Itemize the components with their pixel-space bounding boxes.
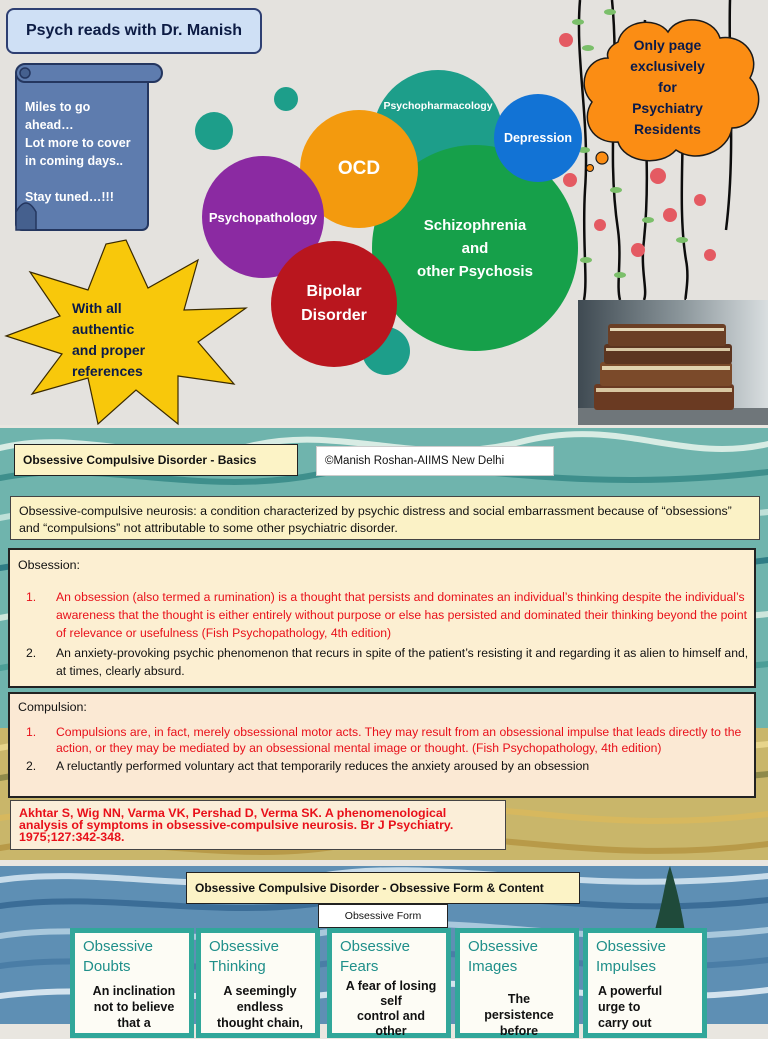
card-desc-line: not to believe [93,1000,175,1014]
scroll-line: Lot more to cover [25,136,131,150]
section-heading [186,872,580,904]
card-title-line: Fears [340,958,379,975]
page-title: Psych reads with Dr. Manish [6,8,262,54]
bubble-schizophrenia-line: other Psychosis [417,262,533,280]
list-text: An obsession (also termed a rumination) is a thought that persists and dominates an individual’s thinking despite the individual’s awareness that the thought is either entirely without purpose or else has persisted and dominated their thinking beyond the point of relevance or usefulness (Fish Psychopathology, 4th edition) [56,590,748,640]
card-desc-line: that a [117,1016,151,1030]
card-desc-line: before [499,1024,539,1038]
card-desc-line: An inclination [92,984,176,998]
bubble-schizophrenia-line: and [461,239,489,257]
list-text: A reluctantly performed voluntary act that temporarily reduces the anxiety aroused by an obsession [56,759,590,773]
obsession-box [8,548,756,688]
scroll-message [25,98,155,206]
card-title-line: Obsessive [209,938,280,955]
section-heading-text: Obsessive Compulsive Disorder - Basics [23,453,257,467]
card-description [598,983,708,1031]
bubble-bipolar [271,241,397,367]
card-desc-line: endless [236,1000,284,1014]
decorative-dot [274,87,298,111]
cloud-line: exclusively [630,58,705,74]
card-title-line: Doubts [83,958,131,975]
scroll-line: Stay tuned…!!! [25,190,114,204]
obsessive-form-label: Obsessive Form [318,904,448,928]
cloud-message [600,35,735,140]
obsession-label: Obsession: [18,558,80,572]
list-item [26,588,750,642]
definition-box: Obsessive-compulsive neurosis: a condition characterized by psychic distress and social embarrassment because of “obsessions” and “compulsions” not attributable to some other psychiatric disorder. [10,496,760,540]
list-number: 1. [26,590,37,604]
scroll-line [25,170,155,188]
cloud-line: Psychiatry [632,100,703,116]
card-description [205,983,315,1031]
scroll-line: Miles to go [25,100,91,114]
card-title [596,937,706,977]
bubble-schizophrenia-line: Schizophrenia [423,216,527,234]
section-heading-text: Obsessive Compulsive Disorder - Obsessive Form & Content [195,881,544,895]
star-message [72,298,192,382]
card-desc-line: urge to [598,1000,641,1014]
decorative-dot [195,112,233,150]
bubble-psychopathology: Psychopathology [202,156,324,278]
card-desc-line: self [380,994,402,1008]
bubble-bipolar-line: Disorder [301,307,367,324]
compulsion-label: Compulsion: [18,700,87,714]
card-title-line: Obsessive [83,938,154,955]
card-title-line: Thinking [209,958,266,975]
section-heading [14,444,298,476]
bubble-bipolar-line: Bipolar [306,283,362,300]
card-title [209,937,319,977]
card-obsessive-doubts [70,928,194,1038]
card-desc-line: other [375,1024,407,1038]
card-desc-line: thought chain, [216,1016,304,1030]
star-line: With all [72,300,122,316]
star-line: authentic [72,321,135,337]
star-line: references [72,363,143,379]
card-description [336,979,446,1039]
card-obsessive-thinking [196,928,320,1038]
card-obsessive-impulses [583,928,707,1038]
bubble-psychopharmacology: Psychopharmacology [373,70,503,200]
reference-citation: Akhtar S, Wig NN, Varma VK, Pershad D, Verma SK. A phenomenological analysis of symptoms in obsessive-compulsive neurosis. Br J Psychiatry. 1975;127:342-348. [10,800,506,850]
list-number: 1. [26,725,37,739]
card-obsessive-fears [327,928,451,1038]
card-title-line: Obsessive [596,938,667,955]
bubble-ocd: OCD [300,110,418,228]
card-desc-line: A fear of losing [345,979,437,993]
card-desc-line: The [507,992,531,1006]
card-title [340,937,450,977]
compulsion-list [26,724,750,774]
card-description [464,983,574,1039]
card-title-line: Images [468,958,518,975]
card-desc-line: A powerful [598,984,663,998]
list-item [26,644,750,680]
card-desc-line: A seemingly [223,984,297,998]
copyright-notice: ©Manish Roshan-AIIMS New Delhi [316,446,554,476]
books-photo [578,300,768,425]
card-desc-line: control and [356,1009,426,1023]
star-line: and proper [72,342,146,358]
list-item [26,724,750,756]
card-desc-line: persistence [484,1008,554,1022]
ocd-basics-slide [0,428,768,860]
scroll-line: in coming days.. [25,154,123,168]
card-description [79,983,189,1031]
cloud-line: for [658,79,677,95]
card-title [83,937,193,977]
card-title-line: Obsessive [468,938,539,955]
list-text: Compulsions are, in fact, merely obsessional motor acts. They may result from an obsessional impulse that leads directly to the action, or they may be mediated by an obsessional mental image or thought. (Fish Psychopathology, 4th edition) [56,725,742,755]
cover-slide [0,0,768,425]
bubble-depression: Depression [494,94,582,182]
card-title-line: Obsessive [340,938,411,955]
scroll-line: ahead… [25,118,74,132]
list-number: 2. [26,759,37,773]
cloud-line: Residents [634,121,701,137]
card-desc-line: carry out [598,1016,652,1030]
card-title [468,937,578,977]
card-obsessive-images [455,928,579,1038]
cloud-line: Only page [633,37,702,53]
obsession-list [26,588,750,680]
list-text: An anxiety-provoking psychic phenomenon that recurs in spite of the patient’s resisting it and regarding it as alien to himself and, at times, clearly absurd. [56,646,749,678]
list-number: 2. [26,646,37,660]
card-desc-spacer [464,983,574,991]
ocd-form-content-slide [0,866,768,1038]
compulsion-box [8,692,756,798]
card-title-line: Impulses [596,958,657,975]
list-item [26,758,750,774]
